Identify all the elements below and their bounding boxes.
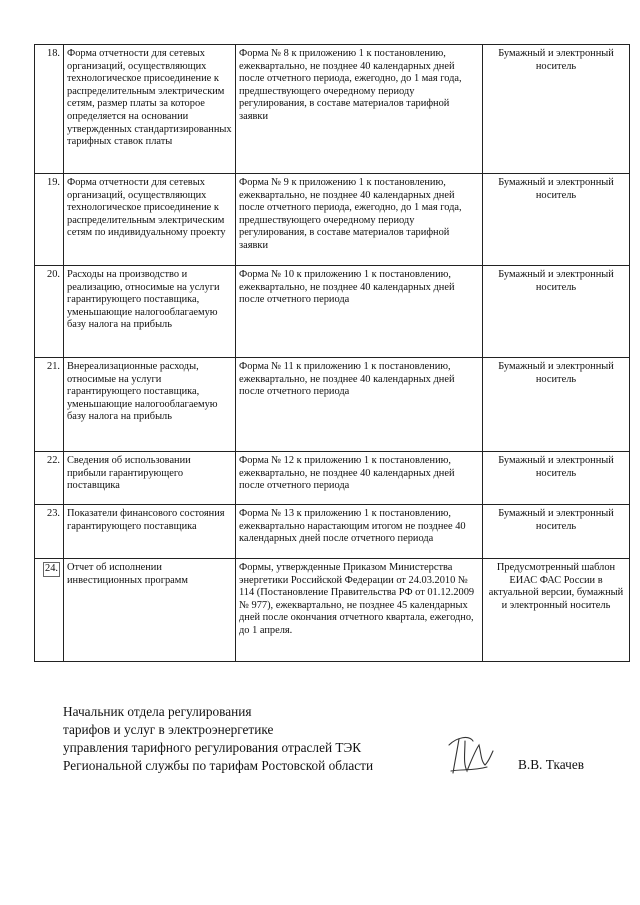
row-name: Внереализационные расходы, относимые на услуги гарантирующего поставщика, уменьшающие налогооблагаемую базу налога на прибыль xyxy=(64,358,236,452)
row-name: Отчет об исполнении инвестиционных программ xyxy=(64,559,236,662)
row-name: Расходы на производство и реализацию, относимые на услуги гарантирующего поставщика, уменьшающие налогооблагаемую базу налога на прибыль xyxy=(64,266,236,358)
handwritten-signature-icon xyxy=(443,731,499,777)
row-carrier: Бумажный и электронный носитель xyxy=(483,174,630,266)
row-number: 18. xyxy=(35,45,64,174)
row-description: Форма № 12 к приложению 1 к постановлению, ежеквартально, не позднее 40 календарных дней после отчетного периода xyxy=(236,452,483,505)
table-row xyxy=(35,505,630,559)
position-line: тарифов и услуг в электроэнергетике xyxy=(63,722,274,737)
position-line: Региональной службы по тарифам Ростовской области xyxy=(63,758,374,773)
table-row xyxy=(35,266,630,358)
signature-block xyxy=(63,703,623,775)
position-line: Начальник отдела регулирования xyxy=(63,704,252,719)
row-description: Форма № 8 к приложению 1 к постановлению, ежеквартально, не позднее 40 календарных дней после отчетного периода, ежегодно, до 1 мая года, предшествующего очередному периоду регулирования, в составе материалов тарифной заявки xyxy=(236,45,483,174)
row-carrier: Бумажный и электронный носитель xyxy=(483,452,630,505)
position-line: управления тарифного регулирования отраслей ТЭК xyxy=(63,740,362,755)
row-description: Форма № 9 к приложению 1 к постановлению, ежеквартально, не позднее 40 календарных дней после отчетного периода, ежегодно, до 1 мая года, предшествующего очередному периоду регулирования, в составе материалов тарифной заявки xyxy=(236,174,483,266)
row-number: 20. xyxy=(35,266,64,358)
row-description: Форма № 11 к приложению 1 к постановлению, ежеквартально, не позднее 40 календарных дней после отчетного периода xyxy=(236,358,483,452)
row-description: Форма № 13 к приложению 1 к постановлению, ежеквартально нарастающим итогом не позднее 40 календарных дней после отчетного периода xyxy=(236,505,483,559)
row-description: Формы, утвержденные Приказом Министерства энергетики Российской Федерации от 24.03.2010 № 114 (Постановление Правительства РФ от 01.12.2009 № 977), ежеквартально, не позднее 45 календарных дней после окончания отчетного квартала, ежегодно, до 1 апреля. xyxy=(236,559,483,662)
reporting-forms-table xyxy=(34,44,630,662)
row-description: Форма № 10 к приложению 1 к постановлению, ежеквартально, не позднее 40 календарных дней после отчетного периода xyxy=(236,266,483,358)
table-row xyxy=(35,358,630,452)
row-number: 21. xyxy=(35,358,64,452)
signer-name: В.В. Ткачев xyxy=(518,757,584,772)
row-name: Сведения об использовании прибыли гарантирующего поставщика xyxy=(64,452,236,505)
table-row xyxy=(35,452,630,505)
row-number: 23. xyxy=(35,505,64,559)
row-number xyxy=(35,559,64,662)
row-carrier: Бумажный и электронный носитель xyxy=(483,505,630,559)
row-carrier: Бумажный и электронный носитель xyxy=(483,358,630,452)
row-carrier: Бумажный и электронный носитель xyxy=(483,45,630,174)
table-row xyxy=(35,559,630,662)
row-carrier: Предусмотренный шаблон ЕИАС ФАС России в актуальной версии, бумажный и электронный носитель xyxy=(483,559,630,662)
row-number: 19. xyxy=(35,174,64,266)
row-number: 22. xyxy=(35,452,64,505)
row-number-box: 24. xyxy=(43,562,60,577)
row-name: Форма отчетности для сетевых организаций, осуществляющих технологическое присоединение к распределительным электрическим сетям, размер платы за которое определяется на основании утвержденных стандартизированных тарифных ставок платы xyxy=(64,45,236,174)
table-row xyxy=(35,45,630,174)
row-carrier: Бумажный и электронный носитель xyxy=(483,266,630,358)
row-name: Показатели финансового состояния гарантирующего поставщика xyxy=(64,505,236,559)
table-row xyxy=(35,174,630,266)
row-name: Форма отчетности для сетевых организаций, осуществляющих технологическое присоединение к распределительным электрическим сетям по индивидуальному проекту xyxy=(64,174,236,266)
